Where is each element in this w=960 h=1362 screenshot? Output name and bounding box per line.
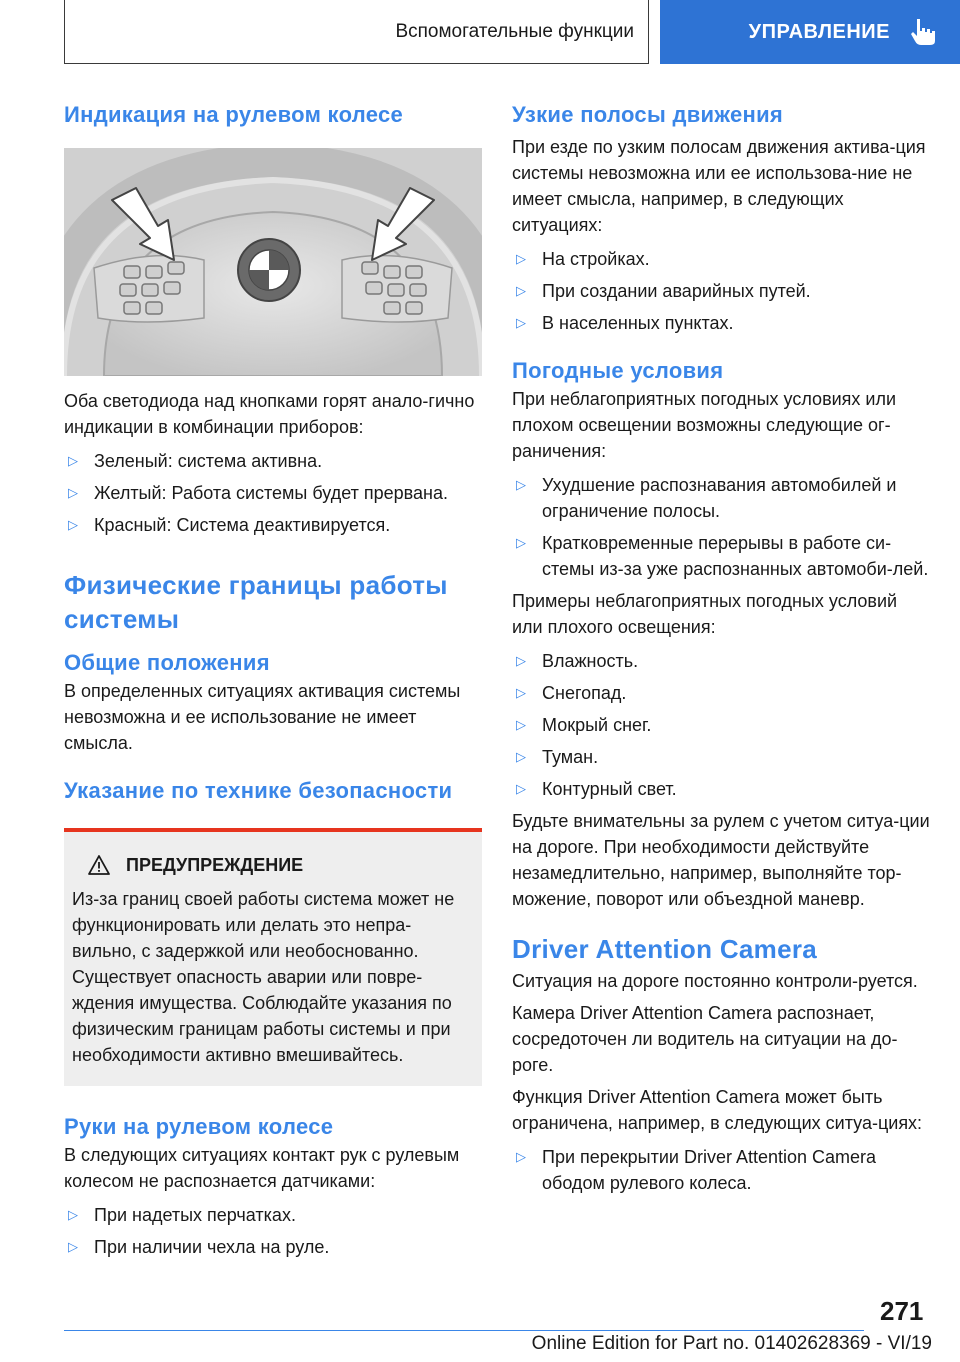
triangle-bullet-icon: ▷ bbox=[516, 685, 526, 700]
list-item: ▷ Влажность. bbox=[512, 648, 932, 674]
triangle-bullet-icon: ▷ bbox=[516, 477, 526, 492]
narrow-list bbox=[512, 246, 932, 336]
bmw-logo bbox=[238, 239, 300, 301]
list-item: ▷ Снегопад. bbox=[512, 680, 932, 706]
triangle-bullet-icon: ▷ bbox=[516, 653, 526, 668]
list-item: ▷ Красный: Система деактивируется. bbox=[64, 512, 482, 538]
header-section-box bbox=[64, 0, 649, 64]
heading-weather: Погодные условия bbox=[512, 358, 724, 383]
paragraph-camera-1: Ситуация на дороге постоянно контроли-руется. bbox=[512, 971, 918, 991]
weather-list bbox=[512, 472, 932, 582]
triangle-bullet-icon: ▷ bbox=[516, 251, 526, 266]
camera-list bbox=[512, 1144, 932, 1196]
triangle-bullet-icon: ▷ bbox=[516, 749, 526, 764]
list-item: ▷ Зеленый: система активна. bbox=[64, 448, 482, 474]
right-column bbox=[512, 100, 932, 1196]
paragraph-attention: Будьте внимательны за рулем с учетом ситуа-ции на дороге. При необходимости действуйте незамедлительно, например, выполняйте тор-можение, поворот или объездной маневр. bbox=[512, 811, 930, 909]
warning-text: Из-за границ своей работы система может не функционировать или делать это непра-вильно, с задержкой или необоснованно. Существует опасность аварии или повре-ждения имущества. Соблюдайте указания по физическим границам работы системы и при необходимости активно вмешивайтесь. bbox=[72, 889, 455, 1065]
list-item: ▷ В населенных пунктах. bbox=[512, 310, 932, 336]
triangle-bullet-icon: ▷ bbox=[516, 283, 526, 298]
list-item: ▷ При перекрытии Driver Attention Camera ободом рулевого колеса. bbox=[512, 1144, 932, 1196]
triangle-bullet-icon: ▷ bbox=[516, 717, 526, 732]
triangle-bullet-icon: ▷ bbox=[516, 535, 526, 550]
heading-limits-line1: Физические границы работы bbox=[64, 570, 448, 600]
heading-general: Общие положения bbox=[64, 650, 270, 675]
triangle-bullet-icon: ▷ bbox=[68, 485, 78, 500]
warning-title: ПРЕДУПРЕЖДЕНИЕ bbox=[126, 855, 304, 875]
warning-box bbox=[64, 828, 482, 1086]
list-item: ▷ Контурный свет. bbox=[512, 776, 932, 802]
triangle-bullet-icon: ▷ bbox=[68, 453, 78, 468]
pointing-hand-icon bbox=[908, 17, 938, 47]
hands-list bbox=[64, 1202, 482, 1260]
page-number: 271 bbox=[880, 1296, 924, 1326]
led-list bbox=[64, 448, 482, 538]
list-item: ▷ Ухудшение распознавания автомобилей и ограничение полосы. bbox=[512, 472, 932, 524]
list-item: ▷ Кратковременные перерывы в работе си-стемы из-за уже распознанных автомоби-лей. bbox=[512, 530, 932, 582]
triangle-bullet-icon: ▷ bbox=[516, 1149, 526, 1164]
list-item: ▷ При надетых перчатках. bbox=[64, 1202, 482, 1228]
list-item: ▷ На стройках. bbox=[512, 246, 932, 272]
examples-list bbox=[512, 648, 932, 802]
header-chapter-box bbox=[660, 0, 960, 64]
heading-driver-attention-camera: Driver Attention Camera bbox=[512, 934, 818, 964]
heading-hands: Руки на рулевом колесе bbox=[64, 1114, 334, 1139]
warning-triangle-icon bbox=[88, 855, 110, 875]
header-section-title: Вспомогательные функции bbox=[395, 20, 634, 42]
steering-wheel-photo bbox=[64, 148, 482, 376]
triangle-bullet-icon: ▷ bbox=[68, 1239, 78, 1254]
paragraph-camera-2: Камера Driver Attention Camera распознает, сосредоточен ли водитель на ситуации на до-роге. bbox=[512, 1003, 898, 1075]
paragraph-hands: В следующих ситуациях контакт рук с рулевым колесом не распознается датчиками: bbox=[64, 1145, 460, 1191]
paragraph-examples: Примеры неблагоприятных погодных условий или плохого освещения: bbox=[512, 591, 898, 637]
heading-narrow-lanes: Узкие полосы движения bbox=[512, 102, 784, 127]
header-chapter-title: УПРАВЛЕНИЕ bbox=[748, 20, 890, 43]
list-item: ▷ Желтый: Работа системы будет прервана. bbox=[64, 480, 482, 506]
heading-limits-line2: системы bbox=[64, 604, 180, 634]
list-item: ▷ Туман. bbox=[512, 744, 932, 770]
triangle-bullet-icon: ▷ bbox=[68, 1207, 78, 1222]
paragraph-narrow: При езде по узким полосам движения актива-ция системы невозможна или ее использова-ние не имеет смысла, например, в следующих ситуациях: bbox=[512, 137, 926, 235]
list-item: ▷ При создании аварийных путей. bbox=[512, 278, 932, 304]
heading-safety: Указание по технике безопасности bbox=[64, 778, 453, 803]
heading-steering-indication: Индикация на рулевом колесе bbox=[64, 102, 404, 127]
paragraph-camera-3: Функция Driver Attention Camera может быть ограничена, например, в следующих ситуа-циях: bbox=[512, 1087, 923, 1133]
paragraph-leds: Оба светодиода над кнопками горят анало-гично индикации в комбинации приборов: bbox=[64, 391, 475, 437]
triangle-bullet-icon: ▷ bbox=[516, 781, 526, 796]
edition-text: Online Edition for Part no. 01402628369 - VI/19 bbox=[531, 1333, 932, 1354]
list-item: ▷ Мокрый снег. bbox=[512, 712, 932, 738]
paragraph-general: В определенных ситуациях активация системы невозможна и ее использование не имеет смысла. bbox=[64, 681, 461, 753]
triangle-bullet-icon: ▷ bbox=[68, 517, 78, 532]
footer-divider bbox=[64, 1330, 864, 1331]
left-column bbox=[64, 100, 482, 1260]
list-item: ▷ При наличии чехла на руле. bbox=[64, 1234, 482, 1260]
triangle-bullet-icon: ▷ bbox=[516, 315, 526, 330]
paragraph-weather: При неблагоприятных погодных условиях или плохом освещении возможны следующие ог-раничения: bbox=[512, 389, 897, 461]
